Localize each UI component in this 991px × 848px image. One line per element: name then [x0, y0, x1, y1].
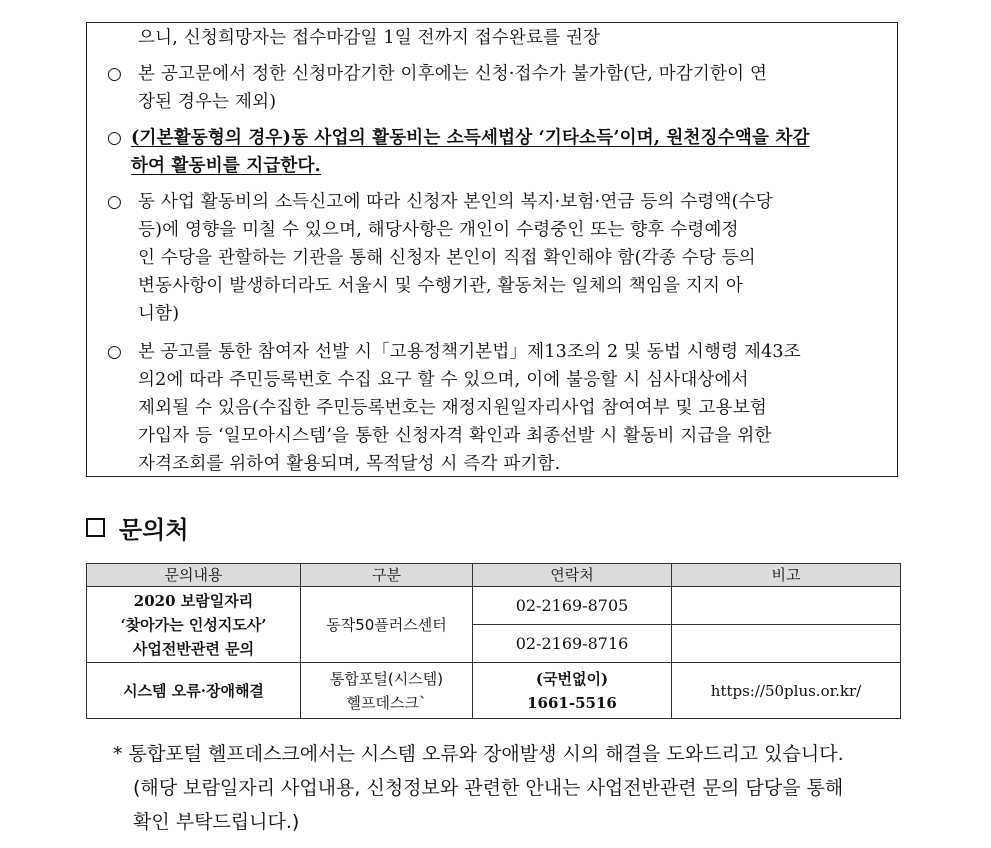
header-note: 비고	[672, 564, 901, 587]
footnote-line: * 통합포털 헬프데스크에서는 시스템 오류와 장애발생 시의 해결을 도와드리고 있습니다.	[113, 743, 844, 765]
cell-line: 사업전반관련 문의	[132, 639, 255, 658]
footnote-line: 확인 부탁드립니다.)	[133, 811, 300, 833]
bullet-icon: ○	[107, 192, 122, 212]
notice-line-emphasis: (기본활동형의 경우)동 사업의 활동비는 소득세법상 ‘기타소득’이며, 원천징수액을 차감	[131, 128, 810, 148]
notice-line: 장된 경우는 제외)	[138, 92, 277, 112]
cell-line: 통합포털(시스템)	[329, 669, 444, 688]
table-row	[87, 663, 901, 719]
cell-line: 2020 보람일자리	[133, 591, 254, 610]
phone-cell	[473, 663, 672, 719]
notice-line: 니함)	[138, 304, 180, 324]
notice-line: 본 공고문에서 정한 신청마감기한 이후에는 신청·접수가 불가함(단, 마감기한이 연	[138, 64, 768, 84]
inquiry-cell: 시스템 오류·장애해결	[87, 663, 301, 719]
section-title	[86, 510, 189, 545]
header-contact: 연락처	[473, 564, 672, 587]
header-inquiry: 문의내용	[87, 564, 301, 587]
url-link[interactable]: https://50plus.or.kr/	[672, 663, 901, 719]
table-header-row	[87, 564, 901, 587]
note-cell	[672, 587, 901, 625]
notice-line: 인 수당을 관할하는 기관을 통해 신청자 본인이 직접 확인해야 함(각종 수당 등의	[138, 248, 756, 268]
notice-line: 제외될 수 있음(수집한 주민등록번호는 재정지원일자리사업 참여여부 및 고용보험	[138, 398, 767, 418]
category-cell	[301, 663, 473, 719]
notice-line-emphasis: 하여 활동비를 지급한다.	[131, 156, 321, 176]
inquiry-cell	[87, 587, 301, 663]
notice-line: 의2에 따라 주민등록번호 수집 요구 할 수 있으며, 이에 불응할 시 심사대상에서	[138, 370, 749, 390]
header-category: 구분	[301, 564, 473, 587]
cell-line: 헬프데스크`	[346, 693, 427, 712]
bullet-icon: ○	[107, 128, 122, 148]
category-cell: 동작50플러스센터	[301, 587, 473, 663]
phone-cell: 02-2169-8716	[473, 625, 672, 663]
section-title-text: 문의처	[119, 516, 189, 544]
notice-line: 본 공고를 통한 참여자 선발 시「고용정책기본법」제13조의 2 및 동법 시행령 제43조	[138, 342, 801, 362]
notice-line: 가입자 등 ‘일모아시스템’을 통한 신청자격 확인과 최종선발 시 활동비 지급을 위한	[138, 426, 772, 446]
cell-line: 1661-5516	[527, 693, 617, 712]
note-cell	[672, 625, 901, 663]
notice-line: 등)에 영향을 미칠 수 있으며, 해당사항은 개인이 수령중인 또는 향후 수령예정	[138, 220, 739, 240]
notice-line: 으니, 신청희망자는 접수마감일 1일 전까지 접수완료를 권장	[138, 28, 601, 48]
bullet-icon: ○	[107, 64, 122, 84]
cell-line: (국번없이)	[535, 669, 609, 688]
bullet-icon: ○	[107, 342, 122, 362]
notice-line: 변동사항이 발생하더라도 서울시 및 수행기관, 활동처는 일체의 책임을 지지 아	[138, 276, 743, 296]
checkbox-icon	[86, 518, 105, 537]
notice-line: 자격조회를 위하여 활용되며, 목적달성 시 즉각 파기함.	[138, 454, 561, 474]
footnote-line: (해당 보람일자리 사업내용, 신청정보와 관련한 안내는 사업전반관련 문의 담당을 통해	[133, 777, 844, 799]
notice-line: 동 사업 활동비의 소득신고에 따라 신청자 본인의 복지·보험·연금 등의 수령액(수당	[138, 192, 773, 212]
table-row	[87, 587, 901, 625]
cell-line: ‘찾아가는 인성지도사’	[120, 615, 267, 634]
contact-table	[86, 563, 901, 719]
phone-cell: 02-2169-8705	[473, 587, 672, 625]
notice-box	[86, 22, 898, 477]
